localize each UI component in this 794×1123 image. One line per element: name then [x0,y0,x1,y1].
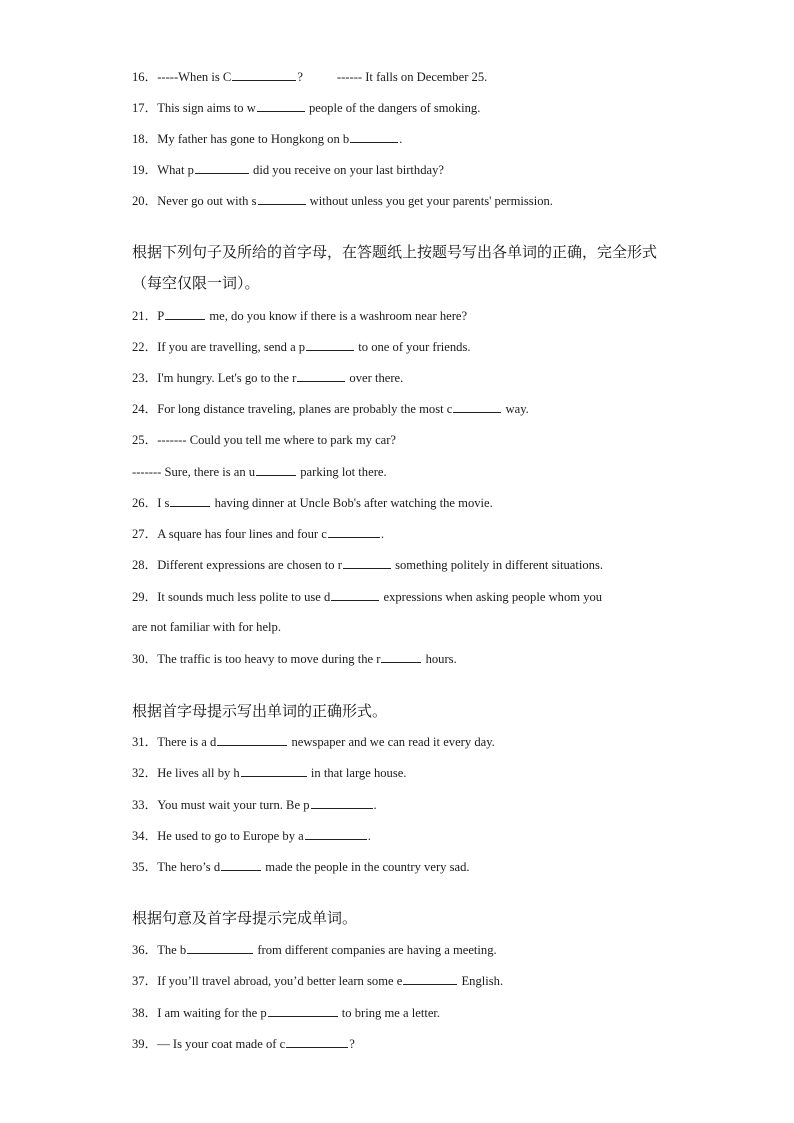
question-text: This sign aims to w [157,101,256,115]
question-number: 20． [132,194,158,208]
question-text: It sounds much less polite to use d [157,590,331,604]
question-text: The traffic is too heavy to move during the r [157,652,381,666]
question-text: ? [297,70,303,84]
answer-blank[interactable] [311,796,373,809]
answer-blank[interactable] [187,941,253,954]
question-20 [132,192,553,209]
question-text: A square has four lines and four c [157,527,327,541]
question-number: 24． [132,402,158,416]
question-17 [132,99,480,116]
answer-blank[interactable] [232,68,296,81]
question-number: 21． [132,309,158,323]
section-heading: 根据句意及首字母提示完成单词。 [132,909,358,927]
question-text: I am waiting for the p [157,1006,267,1020]
question-24 [132,400,529,417]
question-number: 16． [132,70,158,84]
answer-blank[interactable] [195,161,249,174]
question-text: parking lot there. [297,465,387,479]
answer-blank[interactable] [350,130,398,143]
question-34 [132,827,371,844]
question-38 [132,1004,440,1021]
question-number: 30． [132,652,158,666]
answer-blank[interactable] [258,192,306,205]
question-text: did you receive on your last birthday? [249,163,445,177]
question-19 [132,161,444,178]
question-number: 35． [132,860,158,874]
question-text: Never go out with s [157,194,257,208]
question-text: from different companies are having a meeting. [254,943,497,957]
question-text: What p [157,163,194,177]
question-number: 39． [132,1037,158,1051]
question-33 [132,796,377,813]
question-text: He used to go to Europe by a [157,829,304,843]
question-29 [132,588,602,605]
question-text: me, do you know if there is a washroom near here? [206,309,468,323]
question-32 [132,764,406,781]
answer-blank[interactable] [268,1004,338,1017]
answer-blank[interactable] [343,556,391,569]
question-number: 36． [132,943,158,957]
question-36 [132,941,497,958]
question-text: to one of your friends. [355,340,471,354]
question-number: 22． [132,340,158,354]
question-number: 19． [132,163,158,177]
question-text: P [157,309,165,323]
question-text: . [373,798,377,812]
answer-blank[interactable] [257,99,305,112]
question-29-continued [132,619,281,635]
question-16 [132,68,487,85]
question-31 [132,733,495,750]
question-number: 17． [132,101,158,115]
question-text: in that large house. [307,766,407,780]
answer-blank[interactable] [241,764,307,777]
question-21 [132,307,467,324]
answer-blank[interactable] [256,463,296,476]
question-18 [132,130,402,147]
question-28 [132,556,603,573]
question-text: — Is your coat made of c [157,1037,286,1051]
question-number: 34． [132,829,158,843]
question-text: For long distance traveling, planes are probably the most c [157,402,453,416]
answer-blank[interactable] [381,650,421,663]
question-number: 29． [132,590,158,604]
question-text: If you are travelling, send a p [157,340,306,354]
question-number: 37． [132,974,158,988]
question-number: 32． [132,766,158,780]
question-number: 28． [132,558,158,572]
question-text: There is a d [157,735,217,749]
question-text: newspaper and we can read it every day. [288,735,495,749]
question-35 [132,858,470,875]
question-text: are not familiar with for help. [132,620,281,634]
question-number: 26． [132,496,158,510]
answer-blank[interactable] [403,972,457,985]
question-text: ------- Could you tell me where to park my car? [157,433,397,447]
question-text: made the people in the country very sad. [262,860,470,874]
answer-blank[interactable] [217,733,287,746]
question-text: . [399,132,403,146]
question-text: You must wait your turn. Be p [157,798,310,812]
question-number: 38． [132,1006,158,1020]
question-text: My father has gone to Hongkong on b [157,132,350,146]
question-text: way. [502,402,529,416]
answer-blank[interactable] [286,1035,348,1048]
answer-blank[interactable] [328,525,380,538]
question-text: -----When is C [157,70,232,84]
question-text: without unless you get your parents' permission. [306,194,553,208]
question-number: 23． [132,371,158,385]
question-text: English. [458,974,504,988]
answer-blank[interactable] [221,858,261,871]
section-heading: 根据下列句子及所给的首字母，在答题纸上按题号写出各单词的正确，完全形式（每空仅限一词）。 [132,243,658,292]
question-text: people of the dangers of smoking. [305,101,481,115]
answer-blank[interactable] [453,400,501,413]
question-text: expressions when asking people whom you [380,590,603,604]
answer-blank[interactable] [297,369,345,382]
question-number: 33． [132,798,158,812]
section-heading: 根据首字母提示写出单词的正确形式。 [132,702,388,720]
question-25 [132,432,396,448]
answer-blank[interactable] [165,307,205,320]
question-text: ------- Sure, there is an u [132,465,256,479]
question-text: I'm hungry. Let's go to the r [157,371,297,385]
answer-blank[interactable] [170,494,210,507]
answer-text: ------ It falls on December 25. [336,70,488,84]
question-text: . [380,527,384,541]
question-text: . [367,829,371,843]
question-text: something politely in different situations. [391,558,603,572]
answer-blank[interactable] [306,338,354,351]
question-39 [132,1035,355,1052]
question-text: having dinner at Uncle Bob's after watching the movie. [211,496,493,510]
answer-blank[interactable] [305,827,367,840]
question-text: to bring me a letter. [338,1006,441,1020]
question-number: 31． [132,735,158,749]
question-text: ? [349,1037,355,1051]
question-text: If you’ll travel abroad, you’d better learn some e [157,974,403,988]
question-text: He lives all by h [157,766,240,780]
question-26 [132,494,493,511]
question-27 [132,525,384,542]
question-text: I s [157,496,170,510]
question-text: The hero’s d [157,860,221,874]
question-37 [132,972,503,989]
answer-blank[interactable] [331,588,379,601]
question-number: 25． [132,433,158,447]
question-number: 27． [132,527,158,541]
question-25-reply [132,463,387,480]
question-text: over there. [346,371,404,385]
question-number: 18． [132,132,158,146]
question-text: Different expressions are chosen to r [157,558,342,572]
question-text: hours. [422,652,457,666]
question-22 [132,338,471,355]
question-23 [132,369,403,386]
question-30 [132,650,457,667]
question-text: The b [157,943,187,957]
